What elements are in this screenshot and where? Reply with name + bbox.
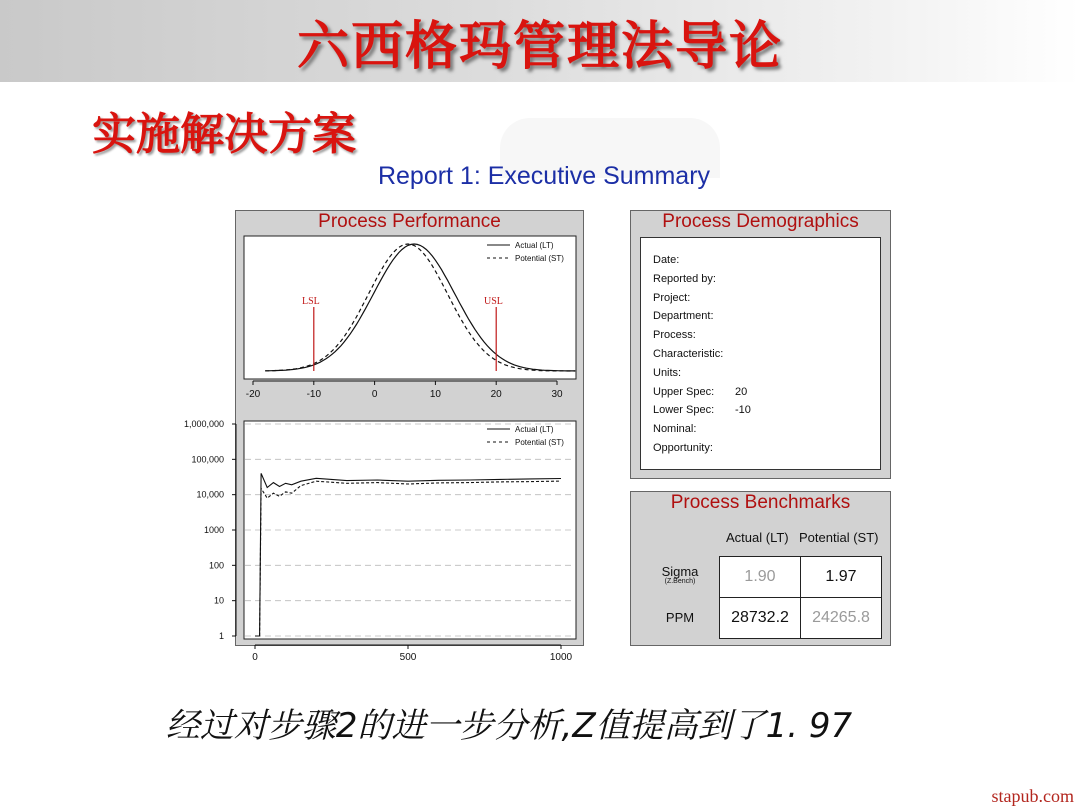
demographics-label: Date: [653, 254, 680, 266]
report-title: Report 1: Executive Summary [377, 162, 711, 190]
ppm-x-tick-label: 0 [252, 652, 258, 663]
demographics-row [653, 329, 696, 341]
ppm-y-tick-label: 10 [213, 595, 224, 606]
process-benchmarks-title: Process Benchmarks [670, 492, 851, 513]
distribution-x-tick-label: 0 [371, 389, 378, 400]
demographics-row [653, 254, 679, 266]
process-demographics-panel [630, 210, 891, 479]
demographics-row [653, 348, 723, 360]
sigma-potential-value: 1.97 [800, 556, 882, 598]
ppm-x-tick-label: 1000 [549, 652, 573, 663]
process-performance-title: Process Performance [318, 211, 501, 232]
distribution-x-tick-label: 20 [490, 389, 502, 400]
demographics-label: Opportunity: [653, 442, 713, 454]
distribution-x-tick-label: -10 [306, 389, 322, 400]
distribution-x-tick-label: 30 [551, 389, 563, 400]
demographics-label: Department: [653, 310, 714, 323]
distribution-x-tick-label: 10 [429, 389, 441, 400]
sigma-sublabel: (Z.Bench) [664, 578, 696, 585]
ppm-y-tick-label: 100 [208, 560, 224, 571]
ppm-y-tick-label: 1 [218, 631, 224, 641]
ppm-legend-potential-label: Potential (ST) [515, 438, 564, 447]
demographics-row [653, 310, 714, 322]
demographics-box [640, 237, 881, 470]
demographics-row [653, 404, 751, 417]
demographics-row [653, 385, 748, 398]
ppm-legend-actual-label: Actual (LT) [515, 425, 554, 434]
demographics-label: Units: [653, 366, 682, 379]
process-demographics-title: Process Demographics [662, 211, 859, 232]
slide-title: 六西格玛管理法导论 [296, 17, 783, 77]
legend-potential-label: Potential (ST) [515, 254, 564, 263]
benchmark-col-potential: Potential (ST) [799, 530, 879, 545]
ppm-actual-value: 28732.2 [719, 597, 801, 639]
demographics-label: Process: [653, 329, 696, 342]
section-subtitle: 实施解决方案 [92, 109, 356, 160]
site-watermark: stapub.com [991, 786, 1074, 806]
ppm-y-tick-label: 1000 [203, 525, 224, 535]
sigma-actual-value: 1.90 [719, 556, 801, 598]
distribution-x-tick-label: -20 [245, 389, 261, 400]
ppm-x-tick-label: 500 [399, 652, 417, 663]
demographics-label: Nominal: [653, 423, 697, 436]
sigma-row-label [645, 564, 715, 585]
benchmark-col-actual: Actual (LT) [726, 530, 789, 545]
demographics-label: Upper Spec: [653, 385, 715, 398]
usl-label: USL [484, 296, 503, 307]
ppm-row-label: PPM [665, 610, 695, 625]
conclusion-caption: 经过对步骤2的进一步分析,Z值提高到了1. 97 [165, 706, 853, 746]
demographics-label: Project: [653, 291, 691, 304]
demographics-row [653, 292, 690, 304]
ppm-potential-value: 24265.8 [800, 597, 882, 639]
demographics-row [653, 367, 681, 379]
demographics-value: 20 [735, 385, 748, 398]
ppm-y-tick-label: 1,000,000 [183, 419, 224, 429]
ppm-y-tick-label: 100,000 [191, 454, 224, 465]
demographics-row [653, 273, 716, 285]
sigma-label: Sigma [661, 564, 699, 579]
lsl-label: LSL [302, 296, 320, 307]
legend-actual-label: Actual (LT) [515, 241, 554, 250]
demographics-label: Lower Spec: [653, 404, 715, 417]
demographics-value: -10 [735, 404, 751, 417]
demographics-row [653, 423, 696, 435]
process-benchmarks-panel [630, 491, 891, 646]
demographics-label: Characteristic: [653, 348, 724, 360]
demographics-label: Reported by: [653, 272, 716, 285]
ppm-y-tick-label: 10,000 [196, 489, 224, 500]
demographics-row [653, 442, 713, 454]
